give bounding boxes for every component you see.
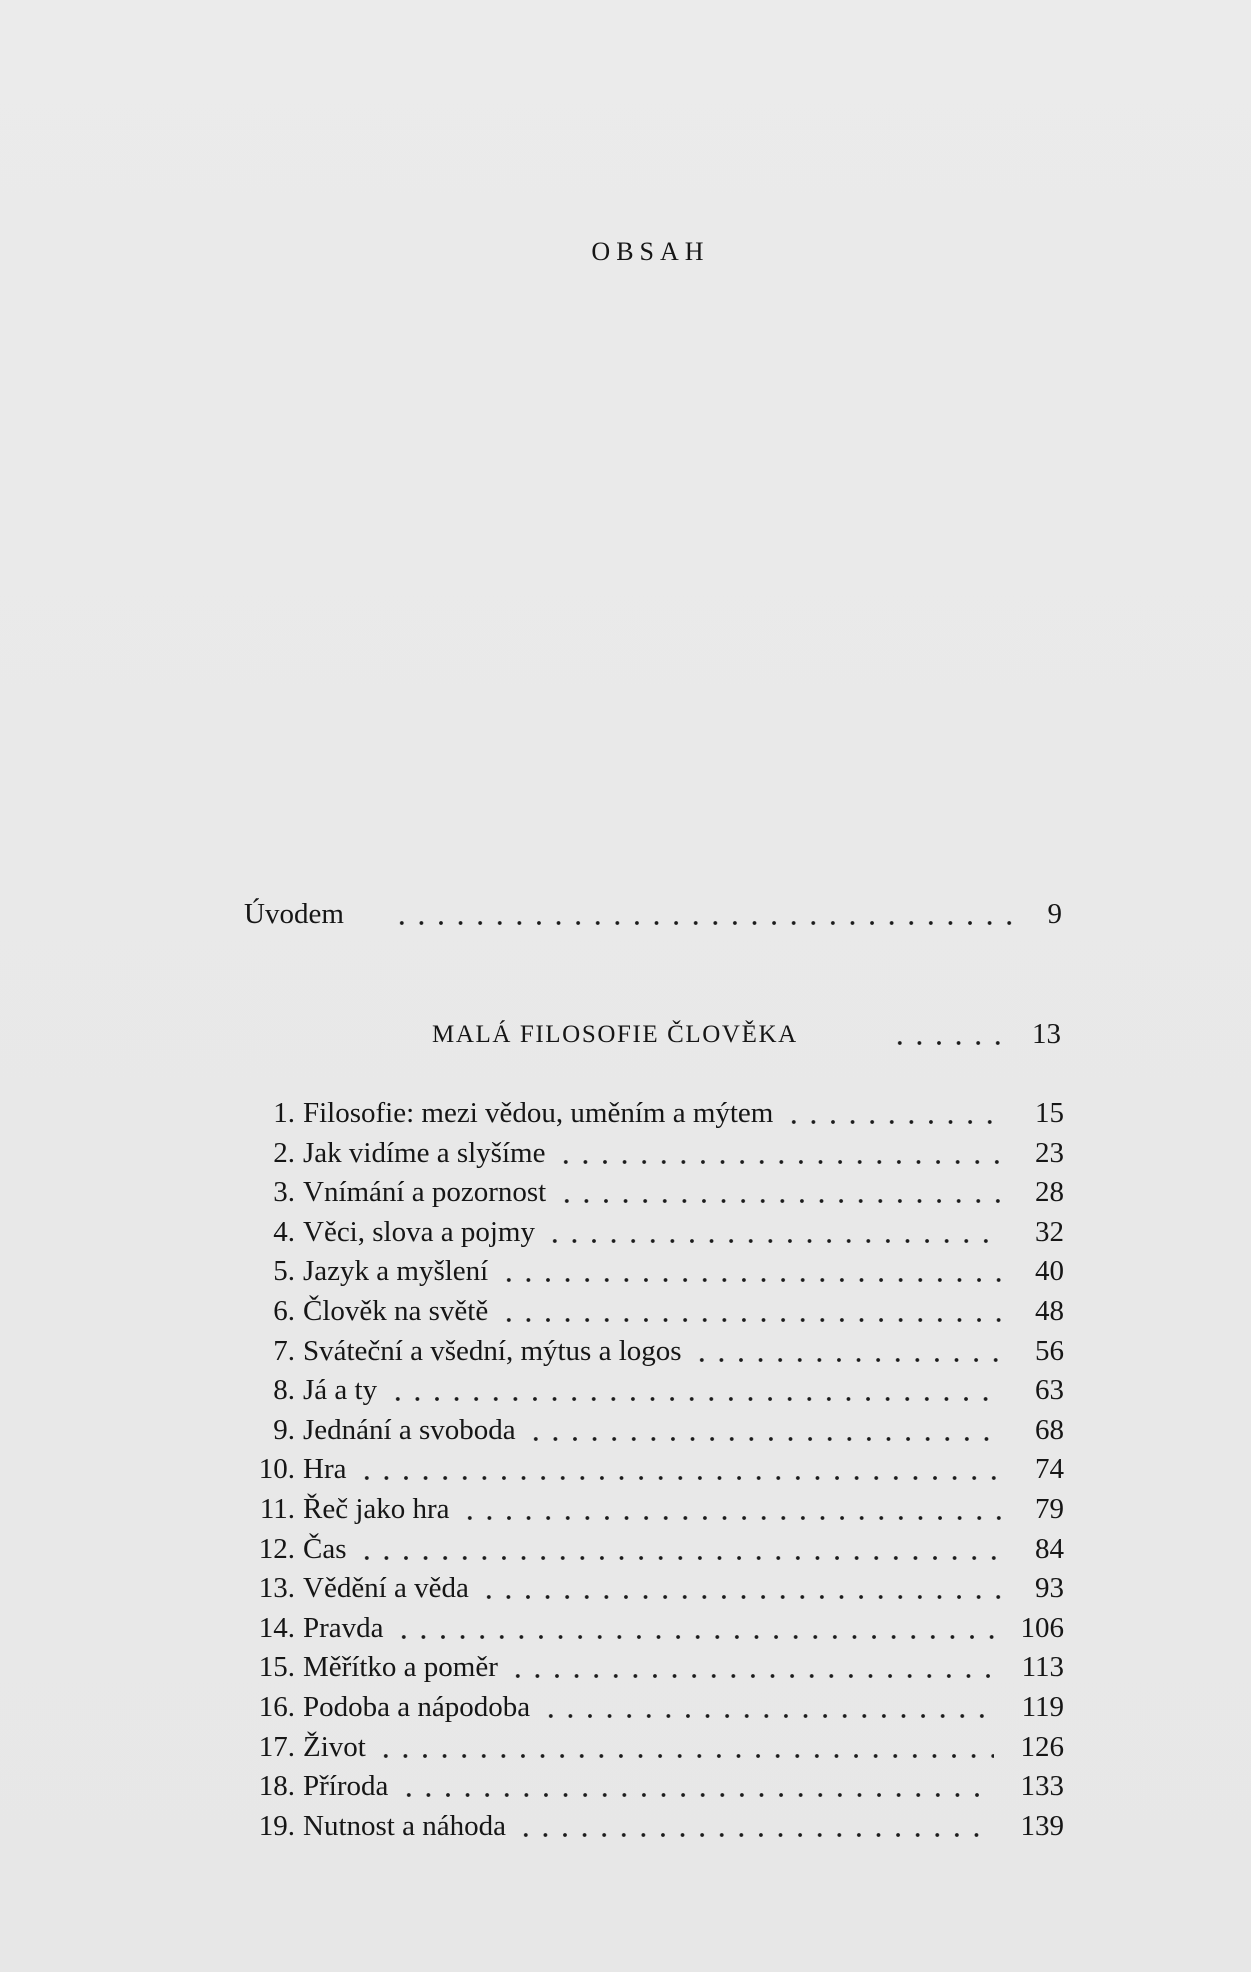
chapter-title: Vědění a věda [303, 1572, 469, 1605]
chapter-number: 11. [259, 1493, 295, 1525]
chapter-number: 16. [258, 1691, 295, 1723]
chapter-page-number: 23 [1035, 1136, 1064, 1169]
chapter-number: 13. [258, 1572, 295, 1605]
chapter-title: Čas [303, 1532, 347, 1565]
toc-entry [0, 1176, 1251, 1216]
chapter-page-number: 119 [1021, 1691, 1064, 1723]
chapter-number: 14. [258, 1611, 295, 1644]
chapter-number: 2. [273, 1136, 295, 1169]
chapter-number: 6. [273, 1295, 295, 1327]
leader-dots [516, 1810, 994, 1838]
toc-entry [0, 1810, 1251, 1850]
chapter-page-number: 74 [1035, 1453, 1064, 1486]
toc-entry [0, 1097, 1251, 1137]
chapter-page-number: 84 [1035, 1532, 1064, 1565]
leader-dots [890, 1018, 1000, 1046]
chapter-page-number: 126 [1020, 1730, 1064, 1763]
chapter-number: 4. [273, 1215, 295, 1248]
chapter-number: 3. [273, 1176, 295, 1209]
chapter-page-number: 139 [1020, 1809, 1064, 1842]
toc-entry [0, 1731, 1251, 1771]
chapter-number: 7. [273, 1334, 295, 1367]
toc-entry [0, 1770, 1251, 1810]
chapter-page-number: 113 [1021, 1651, 1064, 1684]
leader-dots [399, 1770, 994, 1798]
toc-entry [0, 1453, 1251, 1493]
chapter-page-number: 68 [1035, 1413, 1064, 1446]
chapter-page-number: 48 [1035, 1295, 1064, 1327]
chapter-title: Jazyk a myšlení [303, 1255, 489, 1288]
leader-dots [479, 1572, 1002, 1600]
toc-entry [0, 1137, 1251, 1177]
chapter-page-number: 32 [1035, 1215, 1064, 1248]
leader-dots [541, 1691, 994, 1719]
toc-entry [0, 1493, 1251, 1533]
page-title: OBSAH [591, 237, 710, 266]
chapter-title: Jak vidíme a slyšíme [303, 1136, 546, 1169]
leader-dots [357, 1453, 1002, 1481]
chapter-number: 19. [258, 1809, 295, 1842]
chapter-page-number: 133 [1020, 1770, 1064, 1803]
leader-dots [545, 1216, 1002, 1244]
chapter-title: Měřítko a poměr [303, 1651, 498, 1684]
chapter-page-number: 93 [1035, 1572, 1064, 1605]
leader-dots [460, 1493, 1002, 1521]
chapter-page-number: 63 [1035, 1374, 1064, 1407]
toc-entry [0, 1612, 1251, 1652]
chapter-title: Sváteční a všední, mýtus a logos [303, 1334, 682, 1367]
toc-entry [0, 1414, 1251, 1454]
leader-dots [499, 1295, 1002, 1323]
chapter-number: 5. [273, 1255, 295, 1288]
toc-page-number: 9 [1047, 898, 1062, 930]
leader-dots [784, 1097, 1002, 1125]
chapter-number: 12. [258, 1532, 295, 1565]
leader-dots [557, 1176, 1002, 1204]
toc-entry [0, 1691, 1251, 1731]
chapter-title: Já a ty [303, 1374, 378, 1407]
leader-dots [376, 1731, 994, 1759]
chapter-title: Člověk na světě [303, 1295, 489, 1327]
toc-entry [0, 1651, 1251, 1691]
chapter-page-number: 15 [1035, 1097, 1064, 1129]
leader-dots [508, 1651, 994, 1679]
chapter-page-number: 56 [1035, 1334, 1064, 1367]
toc-entry [0, 1374, 1251, 1414]
section-title: MALÁ FILOSOFIE ČLOVĚKA [432, 1021, 798, 1048]
leader-dots [388, 1374, 1002, 1402]
chapter-title: Podoba a nápodoba [303, 1691, 531, 1723]
toc-entry-intro [0, 898, 1251, 938]
chapter-title: Vnímání a pozornost [303, 1176, 547, 1209]
chapter-number: 15. [258, 1651, 295, 1684]
chapter-title: Nutnost a náhoda [303, 1809, 506, 1842]
leader-dots [526, 1414, 1002, 1442]
chapter-title: Řeč jako hra [303, 1493, 450, 1525]
toc-entry [0, 1572, 1251, 1612]
chapter-title: Příroda [303, 1770, 389, 1803]
chapter-number: 17. [258, 1730, 295, 1763]
leader-dots [499, 1255, 1002, 1283]
toc-entry [0, 1255, 1251, 1295]
chapter-page-number: 106 [1020, 1611, 1064, 1644]
chapter-title: Pravda [303, 1611, 384, 1644]
chapter-number: 10. [258, 1453, 295, 1486]
chapter-title: Věci, slova a pojmy [303, 1215, 535, 1248]
chapter-page-number: 40 [1035, 1255, 1064, 1288]
toc-entry [0, 1335, 1251, 1375]
chapter-number: 9. [273, 1413, 295, 1446]
chapter-title: Jednání a svoboda [303, 1413, 516, 1446]
chapter-number: 8. [273, 1374, 295, 1407]
chapter-title: Filosofie: mezi vědou, uměním a mýtem [303, 1097, 774, 1129]
toc-entry [0, 1216, 1251, 1256]
chapter-number: 18. [258, 1770, 295, 1803]
leader-dots [556, 1137, 1002, 1165]
chapter-number: 1. [273, 1097, 295, 1129]
toc-page-number: 13 [1032, 1018, 1061, 1050]
chapter-title: Hra [303, 1453, 347, 1486]
leader-dots [392, 898, 1024, 926]
toc-entry [0, 1295, 1251, 1335]
toc-entry-section [0, 1018, 1251, 1058]
leader-dots [692, 1335, 1002, 1363]
chapter-title: Život [303, 1730, 366, 1763]
toc-entry-label: Úvodem [244, 898, 344, 930]
leader-dots [357, 1533, 1002, 1561]
toc-entry [0, 1533, 1251, 1573]
chapter-page-number: 79 [1035, 1493, 1064, 1525]
leader-dots [394, 1612, 994, 1640]
chapter-page-number: 28 [1035, 1176, 1064, 1209]
